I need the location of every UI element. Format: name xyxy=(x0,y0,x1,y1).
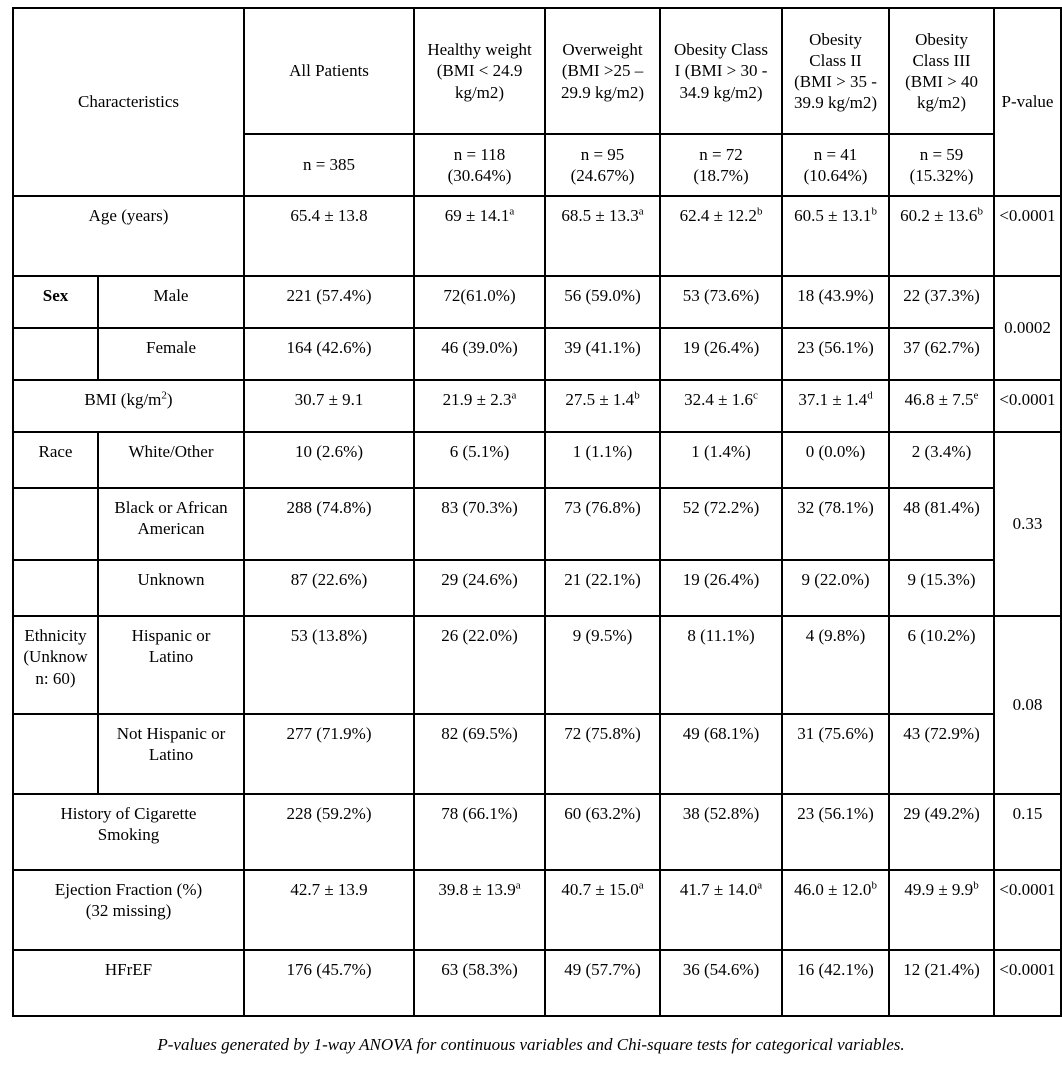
value-cell: 42.7 ± 13.9 xyxy=(244,870,414,950)
row-label-cell: HFrEF xyxy=(13,950,244,1016)
table-row xyxy=(13,488,1061,560)
group-n-cell: n = 59 (15.32%) xyxy=(889,134,994,196)
value-cell: 63 (58.3%) xyxy=(414,950,545,1016)
row-sublabel-cell: Not Hispanic or Latino xyxy=(98,714,244,794)
p-value-cell: 0.08 xyxy=(994,616,1061,794)
value-cell: 277 (71.9%) xyxy=(244,714,414,794)
value-cell: 27.5 ± 1.4$^b$ xyxy=(545,380,660,432)
value-cell: 9 (22.0%) xyxy=(782,560,889,616)
table-row xyxy=(13,870,1061,950)
characteristics-table xyxy=(12,7,1062,1017)
value-cell: 9 (9.5%) xyxy=(545,616,660,714)
value-cell: 10 (2.6%) xyxy=(244,432,414,488)
p-value-cell: 0.0002 xyxy=(994,276,1061,380)
row-group-cell xyxy=(13,560,98,616)
value-cell: 73 (76.8%) xyxy=(545,488,660,560)
value-cell: 29 (49.2%) xyxy=(889,794,994,870)
p-value-cell: <0.0001 xyxy=(994,870,1061,950)
p-value-header-cell: P-value xyxy=(994,8,1061,196)
p-value-cell: <0.0001 xyxy=(994,950,1061,1016)
row-sublabel-cell: Female xyxy=(98,328,244,380)
value-cell: 4 (9.8%) xyxy=(782,616,889,714)
table-row xyxy=(13,714,1061,794)
value-cell: 18 (43.9%) xyxy=(782,276,889,328)
value-cell: 32 (78.1%) xyxy=(782,488,889,560)
value-cell: 68.5 ± 13.3$^a$ xyxy=(545,196,660,276)
table-row xyxy=(13,196,1061,276)
value-cell: 21.9 ± 2.3$^a$ xyxy=(414,380,545,432)
row-label-cell: BMI $(kg/m^2)$ xyxy=(13,380,244,432)
value-cell: 49 (57.7%) xyxy=(545,950,660,1016)
value-cell: 82 (69.5%) xyxy=(414,714,545,794)
row-label-cell: History of Cigarette Smoking xyxy=(13,794,244,870)
group-n-cell: n = 72 (18.7%) xyxy=(660,134,782,196)
characteristics-header-cell: Characteristics xyxy=(13,8,244,196)
value-cell: 2 (3.4%) xyxy=(889,432,994,488)
value-cell: 60.2 ± 13.6$^b$ xyxy=(889,196,994,276)
group-n-cell: n = 385 xyxy=(244,134,414,196)
value-cell: 288 (74.8%) xyxy=(244,488,414,560)
group-header-cell: All Patients xyxy=(244,8,414,134)
p-value-cell: <0.0001 xyxy=(994,196,1061,276)
row-sublabel-cell: White/Other xyxy=(98,432,244,488)
row-group-cell: Ethnicity (Unknow n: 60) xyxy=(13,616,98,714)
table-row xyxy=(13,616,1061,714)
value-cell: 46.0 ± 12.0$^b$ xyxy=(782,870,889,950)
value-cell: 72 (75.8%) xyxy=(545,714,660,794)
value-cell: 52 (72.2%) xyxy=(660,488,782,560)
row-sublabel-cell: Black or African American xyxy=(98,488,244,560)
group-header-cell: Obesity Class II (BMI > 35 - 39.9 kg/m2) xyxy=(782,8,889,134)
value-cell: 6 (5.1%) xyxy=(414,432,545,488)
row-group-cell xyxy=(13,488,98,560)
group-n-cell: n = 41 (10.64%) xyxy=(782,134,889,196)
value-cell: 21 (22.1%) xyxy=(545,560,660,616)
value-cell: 228 (59.2%) xyxy=(244,794,414,870)
value-cell: 22 (37.3%) xyxy=(889,276,994,328)
value-cell: 16 (42.1%) xyxy=(782,950,889,1016)
row-sublabel-cell: Male xyxy=(98,276,244,328)
value-cell: 46 (39.0%) xyxy=(414,328,545,380)
footnote-text: P-values generated by 1-way ANOVA for continuous variables and Chi-square tests for categorical variables. xyxy=(157,1035,905,1054)
value-cell: 32.4 ± 1.6$^c$ xyxy=(660,380,782,432)
value-cell: 26 (22.0%) xyxy=(414,616,545,714)
value-cell: 23 (56.1%) xyxy=(782,328,889,380)
value-cell: 53 (73.6%) xyxy=(660,276,782,328)
value-cell: 78 (66.1%) xyxy=(414,794,545,870)
value-cell: 37.1 ± 1.4$^d$ xyxy=(782,380,889,432)
value-cell: 19 (26.4%) xyxy=(660,328,782,380)
value-cell: 56 (59.0%) xyxy=(545,276,660,328)
table-row xyxy=(13,328,1061,380)
group-n-cell: n = 95 (24.67%) xyxy=(545,134,660,196)
table-row xyxy=(13,794,1061,870)
value-cell: 176 (45.7%) xyxy=(244,950,414,1016)
table-row xyxy=(13,950,1061,1016)
value-cell: 48 (81.4%) xyxy=(889,488,994,560)
group-header-cell: Overweight (BMI >25 – 29.9 kg/m2) xyxy=(545,8,660,134)
value-cell: 1 (1.1%) xyxy=(545,432,660,488)
value-cell: 87 (22.6%) xyxy=(244,560,414,616)
group-header-cell: Obesity Class III (BMI > 40 kg/m2) xyxy=(889,8,994,134)
value-cell: 31 (75.6%) xyxy=(782,714,889,794)
row-sublabel-cell: Hispanic or Latino xyxy=(98,616,244,714)
value-cell: 49.9 ± 9.9$^b$ xyxy=(889,870,994,950)
value-cell: 37 (62.7%) xyxy=(889,328,994,380)
table-row xyxy=(13,276,1061,328)
row-sublabel-cell: Unknown xyxy=(98,560,244,616)
value-cell: 0 (0.0%) xyxy=(782,432,889,488)
value-cell: 12 (21.4%) xyxy=(889,950,994,1016)
value-cell: 30.7 ± 9.1 xyxy=(244,380,414,432)
row-group-cell xyxy=(13,328,98,380)
group-n-cell: n = 118 (30.64%) xyxy=(414,134,545,196)
value-cell: 39 (41.1%) xyxy=(545,328,660,380)
value-cell: 62.4 ± 12.2$^b$ xyxy=(660,196,782,276)
value-cell: 46.8 ± 7.5$^e$ xyxy=(889,380,994,432)
row-group-cell: Sex xyxy=(13,276,98,328)
table-row xyxy=(13,432,1061,488)
value-cell: 1 (1.4%) xyxy=(660,432,782,488)
value-cell: 60 (63.2%) xyxy=(545,794,660,870)
value-cell: 19 (26.4%) xyxy=(660,560,782,616)
value-cell: 29 (24.6%) xyxy=(414,560,545,616)
row-group-cell xyxy=(13,714,98,794)
value-cell: 221 (57.4%) xyxy=(244,276,414,328)
table-row xyxy=(13,380,1061,432)
row-label-cell: Age (years) xyxy=(13,196,244,276)
p-value-cell: <0.0001 xyxy=(994,380,1061,432)
value-cell: 23 (56.1%) xyxy=(782,794,889,870)
p-value-cell: 0.33 xyxy=(994,432,1061,616)
value-cell: 49 (68.1%) xyxy=(660,714,782,794)
table-row xyxy=(13,560,1061,616)
row-label-cell: Ejection Fraction (%) (32 missing) xyxy=(13,870,244,950)
value-cell: 40.7 ± 15.0$^a$ xyxy=(545,870,660,950)
value-cell: 72(61.0%) xyxy=(414,276,545,328)
value-cell: 69 ± 14.1$^a$ xyxy=(414,196,545,276)
value-cell: 36 (54.6%) xyxy=(660,950,782,1016)
value-cell: 164 (42.6%) xyxy=(244,328,414,380)
group-header-cell: Healthy weight (BMI < 24.9 kg/m2) xyxy=(414,8,545,134)
group-header-cell: Obesity Class I (BMI > 30 - 34.9 kg/m2) xyxy=(660,8,782,134)
value-cell: 8 (11.1%) xyxy=(660,616,782,714)
value-cell: 38 (52.8%) xyxy=(660,794,782,870)
value-cell: 9 (15.3%) xyxy=(889,560,994,616)
value-cell: 60.5 ± 13.1$^b$ xyxy=(782,196,889,276)
row-group-cell: Race xyxy=(13,432,98,488)
value-cell: 41.7 ± 14.0$^a$ xyxy=(660,870,782,950)
value-cell: 65.4 ± 13.8 xyxy=(244,196,414,276)
value-cell: 39.8 ± 13.9$^a$ xyxy=(414,870,545,950)
value-cell: 43 (72.9%) xyxy=(889,714,994,794)
value-cell: 53 (13.8%) xyxy=(244,616,414,714)
p-value-cell: 0.15 xyxy=(994,794,1061,870)
value-cell: 6 (10.2%) xyxy=(889,616,994,714)
value-cell: 83 (70.3%) xyxy=(414,488,545,560)
